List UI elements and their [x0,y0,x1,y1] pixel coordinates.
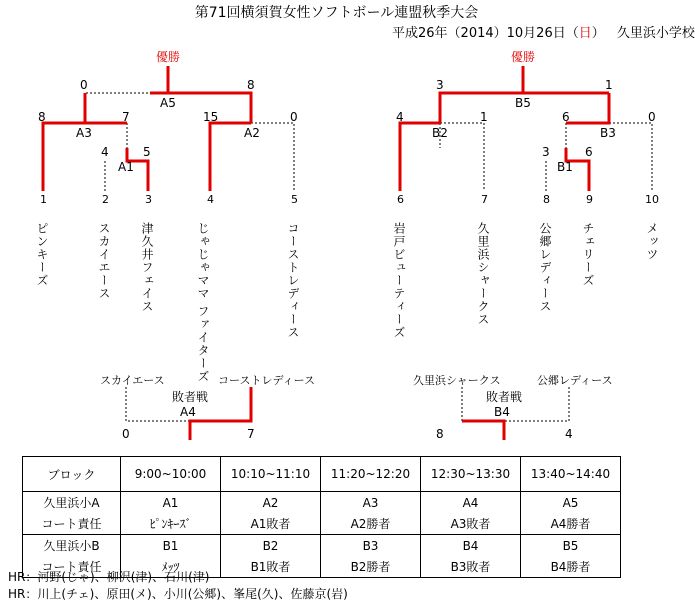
team-name: 公郷レディース [538,222,552,313]
score-b4-left: 8 [436,427,444,441]
team-name: チェリーズ [581,222,595,287]
date-day: 日 [578,26,592,41]
table-cell: A3 [321,492,421,514]
score-b2-right: 1 [480,110,488,124]
table-cell: B1敗者 [221,556,321,578]
table-cell: ﾋﾟﾝｷｰｽﾞ [121,513,221,535]
slot-7: 7 [481,193,488,206]
table-cell: A2勝者 [321,513,421,535]
table-cell: B2勝者 [321,556,421,578]
team-name: コーストレディース [286,222,300,339]
header-cell: 10:10~11:10 [221,457,321,492]
match-label-a5: A5 [160,96,176,110]
page-title: 第71回横須賀女性ソフトボール連盟秋季大会 [194,5,479,21]
score-a3-left: 8 [38,110,46,124]
score-b4-right: 4 [565,427,573,441]
slot-3: 3 [145,193,152,206]
table-cell: A1 [121,492,221,514]
table-cell: コート責任 [23,556,121,578]
slot-1: 1 [40,193,47,206]
team-name: スカイエース [97,222,111,300]
consolation-team-a: スカイエース [100,374,165,387]
table-cell: B3敗者 [421,556,521,578]
match-label-b3: B3 [600,126,616,140]
score-b3-right: 0 [648,110,656,124]
table-cell: B5 [521,535,621,557]
table-row [23,492,621,514]
table-cell: A2 [221,492,321,514]
consolation-team-b: コーストレディース [218,374,316,387]
team-name: 津久井フェイス [140,222,154,313]
table-cell: A4勝者 [521,513,621,535]
consolation-title: 敗者戦 [486,390,523,404]
match-label-a4: A4 [180,405,196,419]
slot-10: 10 [645,193,659,206]
team-name: 岩戸ビューティーズ [392,222,406,339]
consolation-team-a: 久里浜シャークス [413,374,501,387]
score-b1-right: 6 [585,145,593,159]
table-cell: A5 [521,492,621,514]
header-cell: 12:30~13:30 [421,457,521,492]
score-a4-right: 7 [247,427,255,441]
table-cell: 久里浜小A [23,492,121,514]
match-label-a2: A2 [244,126,260,140]
team-name: メッツ [645,222,659,261]
table-header-row [23,457,621,492]
match-label-b2: B2 [432,126,448,140]
slot-9: 9 [586,193,593,206]
score-b1-left: 3 [542,145,550,159]
table-cell: B3 [321,535,421,557]
header-cell: 9:00~10:00 [121,457,221,492]
slot-6: 6 [397,193,404,206]
score-a3-right: 7 [122,110,130,124]
slot-4: 4 [207,193,214,206]
table-cell: コート責任 [23,513,121,535]
table-cell: A3敗者 [421,513,521,535]
score-b2-left: 4 [396,110,404,124]
table-cell: ﾒｯﾂ [121,556,221,578]
score-a4-left: 0 [122,427,130,441]
date-suffix: ） [591,26,605,41]
consolation-title: 敗者戦 [172,390,209,404]
header-cell: 13:40~14:40 [521,457,621,492]
table-cell: B4 [421,535,521,557]
date-prefix: 平成26年（2014）10月26日（ [392,26,579,41]
note-hr-b: HR：川上(チェ)、原田(メ)、小川(公郷)、峯尾(久)、佐藤京(岩) [8,587,348,601]
champion-label-right: 優勝 [511,50,536,64]
match-label-a1: A1 [118,160,134,174]
slot-8: 8 [543,193,550,206]
team-name: ピンキーズ [35,222,49,287]
score-a5-right: 8 [247,78,255,92]
score-b5-left: 3 [436,78,444,92]
table-row [23,535,621,557]
header-cell: 11:20~12:20 [321,457,421,492]
score-b5-right: 1 [605,78,613,92]
match-label-b1: B1 [557,160,573,174]
header-cell: ブロック [23,457,121,492]
schedule-table [22,456,621,578]
note-hr-a: HR：河野(じゃ)、柳沢(津)、石川(津) [8,570,210,584]
team-name: 久里浜シャークス [476,222,490,326]
table-cell: A1敗者 [221,513,321,535]
score-a1-left: 4 [101,145,109,159]
table-row [23,513,621,535]
score-a5-left: 0 [80,78,88,92]
champion-label-left: 優勝 [156,50,181,64]
score-a1-right: 5 [143,145,151,159]
slot-5: 5 [291,193,298,206]
match-label-b4: B4 [494,405,510,419]
table-cell: B4勝者 [521,556,621,578]
consolation-team-b: 公郷レディース [537,374,613,387]
slot-2: 2 [102,193,109,206]
table-cell: A4 [421,492,521,514]
venue: 久里浜小学校 [616,26,695,41]
score-a2-left: 15 [203,110,219,124]
team-name: じゃじゃママ ファイターズ [196,222,210,383]
table-cell: B2 [221,535,321,557]
match-label-a3: A3 [76,126,92,140]
score-a2-right: 0 [290,110,298,124]
match-label-b5: B5 [515,96,531,110]
table-cell: B1 [121,535,221,557]
table-cell: 久里浜小B [23,535,121,557]
score-b3-left: 6 [562,110,570,124]
